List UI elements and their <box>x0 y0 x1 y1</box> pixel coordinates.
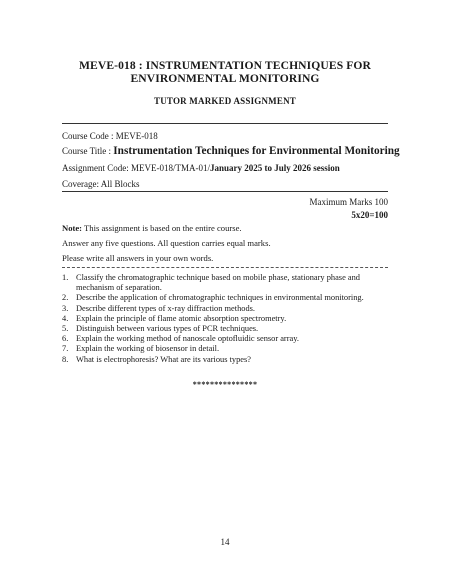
instruction-own-words: Please write all answers in your own words. <box>62 253 214 263</box>
question-item <box>62 304 392 314</box>
question-text: Describe the application of chromatographic techniques in environmental monitoring. <box>76 293 364 303</box>
note-text: This assignment is based on the entire course. <box>82 223 242 233</box>
course-code-line <box>62 131 158 142</box>
question-item <box>62 293 392 303</box>
dashed-separator <box>62 267 388 268</box>
question-item <box>62 324 392 334</box>
question-number: 4. <box>62 313 69 323</box>
assignment-code-value: MEVE-018/TMA-01/ <box>131 163 210 173</box>
question-text: Distinguish between various types of PCR techniques. <box>76 324 259 334</box>
assignment-session: January 2025 to July 2026 session <box>210 163 340 173</box>
course-code-value: MEVE-018 <box>115 131 158 141</box>
assignment-code-line <box>62 163 340 174</box>
question-number: 3. <box>62 303 69 313</box>
question-text: Describe different types of x-ray diffraction methods. <box>76 303 255 313</box>
course-title-line <box>62 146 400 157</box>
assignment-code-label: Assignment Code: <box>62 163 131 173</box>
question-text: Explain the working of biosensor in detail. <box>76 344 220 354</box>
document-title <box>60 60 390 85</box>
instruction-answer-five: Answer any five questions. All question carries equal marks. <box>62 238 271 248</box>
course-title-label: Course Title : <box>62 146 114 156</box>
question-number: 8. <box>62 354 69 364</box>
marks-breakdown: 5x20=100 <box>351 210 388 220</box>
question-number: 2. <box>62 293 69 303</box>
note-label: Note: <box>62 223 83 233</box>
page-number: 14 <box>220 537 230 547</box>
note-line <box>62 223 242 233</box>
question-number: 5. <box>62 324 69 334</box>
end-marker: *************** <box>192 380 258 389</box>
question-item <box>62 355 392 365</box>
title-line-2: ENVIRONMENTAL MONITORING <box>130 71 320 85</box>
coverage-line <box>62 179 140 190</box>
question-item <box>62 334 392 344</box>
question-item <box>62 314 392 324</box>
question-list <box>62 273 392 365</box>
question-text: Explain the working method of nanoscale optofluidic sensor array. <box>76 334 299 344</box>
question-number: 7. <box>62 344 69 354</box>
course-title-value: Instrumentation Techniques for Environmental Monitoring <box>113 145 400 157</box>
question-number: 6. <box>62 334 69 344</box>
question-number: 1. <box>62 273 69 282</box>
coverage-label: Coverage: <box>62 179 101 189</box>
question-text: What is electrophoresis? What are its various types? <box>76 354 251 364</box>
title-line-1: MEVE-018 : INSTRUMENTATION TECHNIQUES FOR <box>78 59 372 72</box>
header-rule <box>62 123 388 124</box>
maximum-marks: Maximum Marks 100 <box>309 197 388 207</box>
question-text: Classify the chromatographic technique based on mobile phase, stationary phase and <box>76 273 360 282</box>
question-item <box>62 344 392 354</box>
document-subtitle: TUTOR MARKED ASSIGNMENT <box>154 96 296 106</box>
course-code-label: Course Code : <box>62 131 116 141</box>
question-text: Explain the principle of flame atomic absorption spectrometry. <box>76 313 287 323</box>
question-item <box>62 273 392 293</box>
question-text-continued: mechanism of separation. <box>76 283 162 293</box>
coverage-value: All Blocks <box>100 179 140 189</box>
meta-rule <box>62 191 388 192</box>
